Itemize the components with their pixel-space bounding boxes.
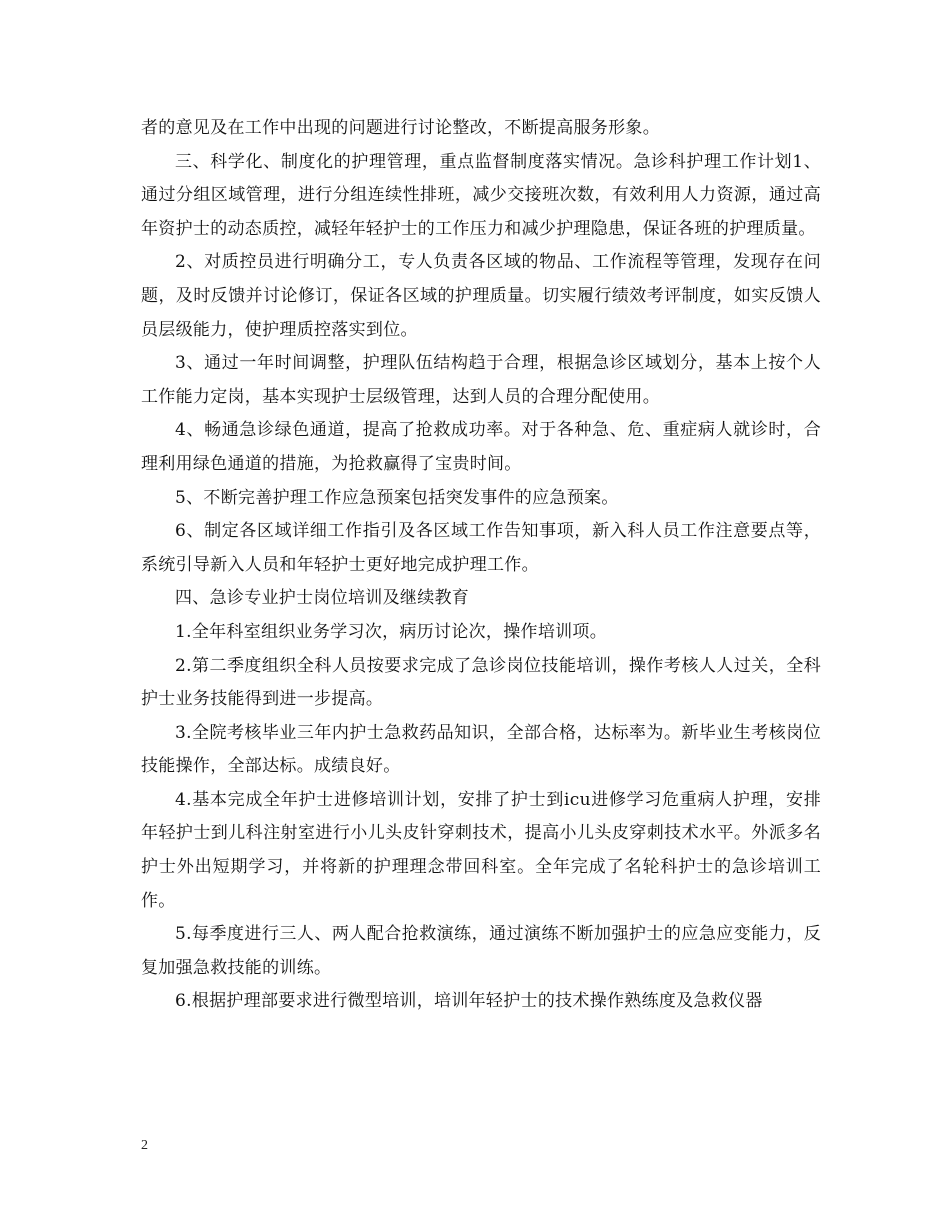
paragraph: 三、科学化、制度化的护理管理，重点监督制度落实情况。急诊科护理工作计划1、通过分组区域管理，进行分组连续性排班，减少交接班次数，有效利用人力资源，通过高年资护士的动态质控，减轻年轻护士的工作压力和减少护理隐患，保证各班的护理质量。 <box>141 151 821 239</box>
paragraph: 3.全院考核毕业三年内护士急救药品知识，全部合格，达标率为。新毕业生考核岗位技能操作，全部达标。成绩良好。 <box>141 722 821 777</box>
document-body <box>141 112 821 1019</box>
paragraph: 者的意见及在工作中出现的问题进行讨论整改，不断提高服务形象。 <box>141 118 660 138</box>
paragraph: 4.基本完成全年护士进修培训计划，安排了护士到icu进修学习危重病人护理，安排年轻护士到儿科注射室进行小儿头皮针穿刺技术，提高小儿头皮穿刺技术水平。外派多名护士外出短期学习，并将新的护理理念带回科室。全年完成了名轮科护士的急诊培训工作。 <box>141 789 821 911</box>
paragraph: 2、对质控员进行明确分工，专人负责各区域的物品、工作流程等管理，发现存在问题，及时反馈并讨论修订，保证各区域的护理质量。切实履行绩效考评制度，如实反馈人员层级能力，使护理质控落实到位。 <box>141 252 821 340</box>
paragraph: 4、畅通急诊绿色通道，提高了抢救成功率。对于各种急、危、重症病人就诊时，合理利用绿色通道的措施，为抢救赢得了宝贵时间。 <box>141 420 821 474</box>
paragraph: 5.每季度进行三人、两人配合抢救演练，通过演练不断加强护士的应急应变能力，反复加强急救技能的训练。 <box>141 924 821 978</box>
paragraph: 四、急诊专业护士岗位培训及继续教育 <box>175 588 470 609</box>
paragraph: 1.全年科室组织业务学习次，病历讨论次，操作培训项。 <box>175 621 608 642</box>
paragraph: 6、制定各区域详细工作指引及各区域工作告知事项，新入科人员工作注意要点等，系统引导新入人员和年轻护士更好地完成护理工作。 <box>141 521 821 575</box>
paragraph: 3、通过一年时间调整，护理队伍结构趋于合理，根据急诊区域划分，基本上按个人工作能力定岗，基本实现护士层级管理，达到人员的合理分配使用。 <box>141 353 821 407</box>
paragraph: 2.第二季度组织全科人员按要求完成了急诊岗位技能培训，操作考核人人过关，全科护士业务技能得到进一步提高。 <box>141 655 821 710</box>
paragraph: 5、不断完善护理工作应急预案包括突发事件的应急预案。 <box>175 487 619 508</box>
paragraph: 6.根据护理部要求进行微型培训，培训年轻护士的技术操作熟练度及急救仪器 <box>175 991 763 1012</box>
page-number: 2 <box>141 1138 148 1153</box>
